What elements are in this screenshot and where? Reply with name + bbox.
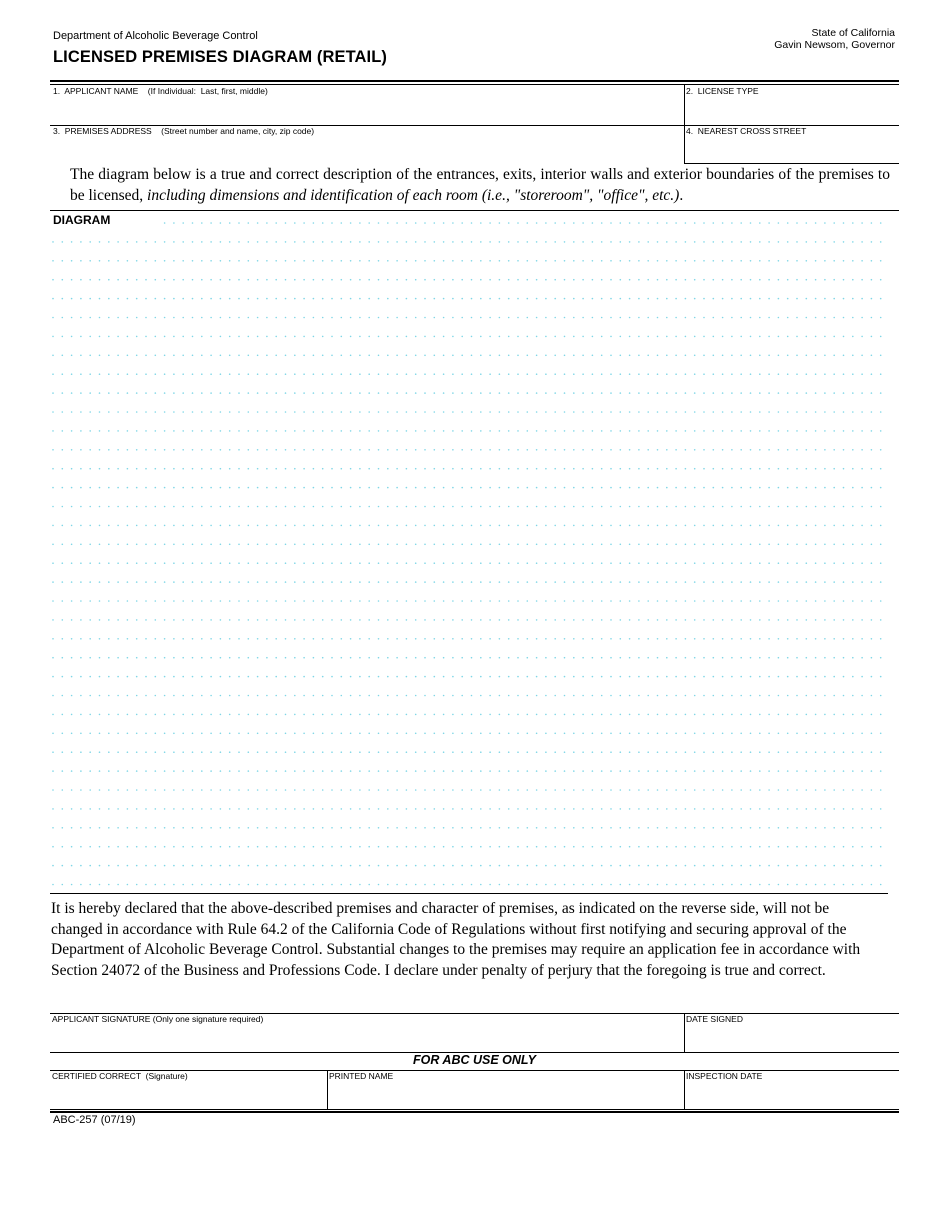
declaration-text: It is hereby declared that the above-described premises and character of premises, as indicated on the reverse side, will not be changed in accordance with Rule 64.2 of the California Code of Regulations without first notifying and securing approval of the Department of Alcoholic Beverage Control. Substantial changes to the premises may require an application fee in accordance with Section 24072 of the Business and Professions Code. I declare under penalty of perjury that the foregoing is true and correct. bbox=[51, 900, 861, 979]
state-name: State of California bbox=[811, 27, 895, 39]
applicant-signature-field[interactable] bbox=[50, 1025, 682, 1051]
field-divider bbox=[684, 1013, 685, 1052]
intro-text: The diagram below is a true and correct description of the entrances, exits, interior walls and exterior boundaries of the premises to be licensed, bbox=[70, 166, 890, 204]
cross-street-field[interactable] bbox=[686, 137, 898, 163]
date-signed-label: DATE SIGNED bbox=[686, 1014, 743, 1024]
date-signed-field[interactable] bbox=[686, 1025, 898, 1051]
department-name: Department of Alcoholic Beverage Control bbox=[53, 30, 258, 42]
field-divider bbox=[684, 85, 685, 125]
form-number: ABC-257 (07/19) bbox=[53, 1114, 136, 1126]
bottom-rule-thin bbox=[50, 1109, 899, 1110]
inspection-date-field[interactable] bbox=[686, 1082, 898, 1109]
field-divider bbox=[684, 125, 685, 164]
intro-statement bbox=[70, 164, 890, 206]
intro-end: . bbox=[679, 187, 684, 204]
diagram-bottom-rule bbox=[50, 893, 888, 894]
cross-street-label: 4. NEAREST CROSS STREET bbox=[686, 126, 807, 136]
certified-correct-field[interactable] bbox=[50, 1082, 325, 1109]
diagram-label: DIAGRAM bbox=[53, 213, 111, 227]
intro-italic: including dimensions and identification of each room (i.e., "storeroom", "office", etc.) bbox=[147, 187, 680, 204]
diagram-grid[interactable] bbox=[50, 214, 890, 894]
form-title: LICENSED PREMISES DIAGRAM (RETAIL) bbox=[53, 48, 388, 66]
abc-use-only-heading: FOR ABC USE ONLY bbox=[413, 1053, 536, 1067]
state-block bbox=[774, 27, 895, 51]
inspection-date-label: INSPECTION DATE bbox=[686, 1071, 763, 1081]
diagram-top-rule bbox=[50, 210, 899, 211]
applicant-signature-label: APPLICANT SIGNATURE (Only one signature required) bbox=[52, 1014, 264, 1024]
field-divider bbox=[327, 1070, 328, 1110]
bottom-rule-thick bbox=[50, 1111, 899, 1113]
governor-name: Gavin Newsom, Governor bbox=[774, 39, 895, 51]
applicant-name-field[interactable] bbox=[50, 97, 682, 124]
top-rule-thick bbox=[50, 80, 899, 82]
certified-correct-label: CERTIFIED CORRECT (Signature) bbox=[52, 1071, 188, 1081]
field-divider bbox=[684, 1070, 685, 1110]
top-rule-thin bbox=[50, 84, 899, 85]
license-type-label: 2. LICENSE TYPE bbox=[686, 86, 759, 96]
printed-name-label: PRINTED NAME bbox=[329, 1071, 394, 1081]
license-type-field[interactable] bbox=[686, 97, 898, 124]
applicant-name-label: 1. APPLICANT NAME (If Individual: Last, first, middle) bbox=[53, 86, 268, 96]
premises-address-field[interactable] bbox=[50, 137, 682, 163]
premises-address-label: 3. PREMISES ADDRESS (Street number and name, city, zip code) bbox=[53, 126, 315, 136]
printed-name-field[interactable] bbox=[329, 1082, 682, 1109]
